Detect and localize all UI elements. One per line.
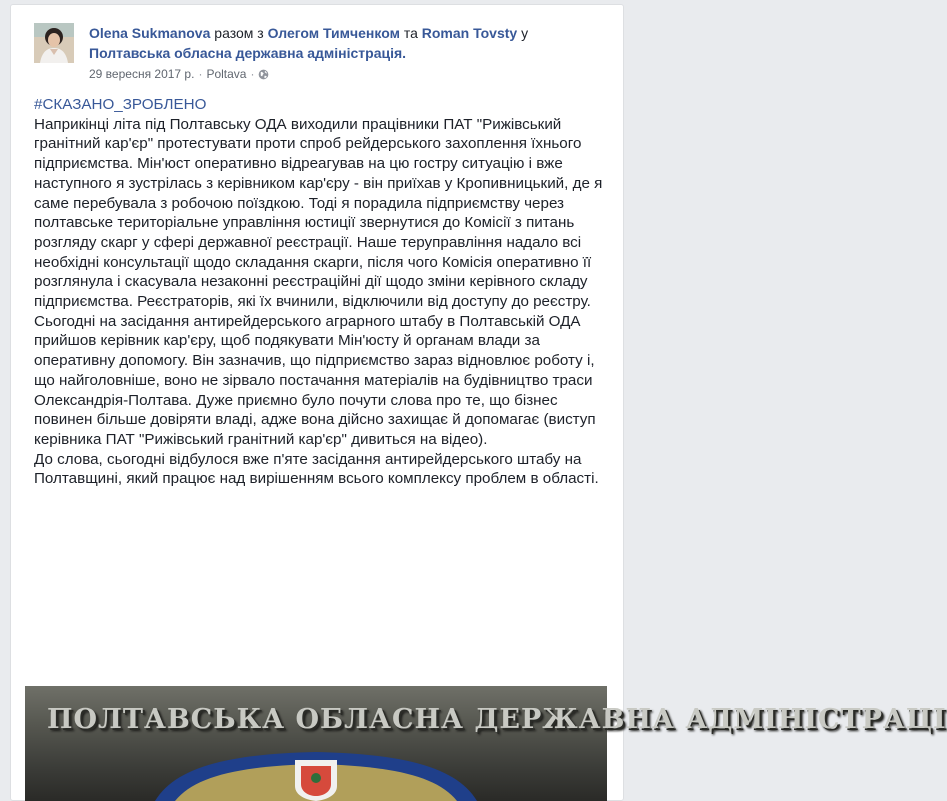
tagged-user-2-link[interactable]: Roman Tovsty	[421, 25, 518, 41]
at-text: у	[521, 25, 529, 41]
tagged-user-1-link[interactable]: Олегом Тимченком	[267, 25, 400, 41]
post-title	[89, 23, 589, 63]
globe-icon[interactable]	[258, 69, 269, 80]
post-place-link[interactable]: Poltava	[206, 67, 247, 81]
meta-separator-2: ·	[250, 67, 255, 81]
post-paragraph-2: Сьогодні на засідання антирейдерського аграрного штабу в Полтавській ОДА прийшов керівник кар'єру, щоб подякувати Мін'юсту й органам влади за оперативну допомогу. Він зазначив, що підприємство зараз відновлює роботу і, що найголовніше, воно не зірвало постачання матеріалів на будівництво траси Олександрія-Полтава. Дуже приємно було почути слова про те, що бізнес повинен більше довіряти владі, адже вона дійсно захищає й допомагає (виступ керівника ПАТ "Рижівський гранітний кар'єр" дивиться на відео).	[34, 312, 596, 448]
post-meta	[89, 67, 269, 81]
post-card	[10, 4, 947, 801]
with-text: разом з	[214, 25, 264, 41]
post-photo[interactable]	[25, 686, 947, 801]
post-text	[34, 95, 604, 489]
location-page-link[interactable]: Полтавська обласна державна адміністрація.	[89, 45, 407, 61]
and-text: та	[403, 25, 418, 41]
coat-of-arms-icon	[25, 686, 607, 801]
meta-separator: ·	[198, 67, 203, 81]
post-paragraph-1: Наприкінці літа під Полтавську ОДА виходили працівники ПАТ "Рижівський гранітний кар'єр" протестувати проти спроб рейдерського захоплення їхнього підприємства. Мін'юст оперативно відреагував на цю гостру ситуацію і вже наступного я зустрілась з керівником кар'єру - він приїхав у Кропивницький, де я саме перебувала з робочою поїздкою. Тоді я порадила підприємству через полтавське територіальне управління юстиції звернутися до Комісії з питань розгляду скарг у сфері державної реєстрації. Наше теруправління надало всі необхідні консультації щодо складання скарги, після чого Комісія оперативно її розглянула і скасувала незаконні реєстраційні дії щодо зміни керівного складу підприємства. Реєстраторів, які їх вчинили, відключили від доступу до реєстру.	[34, 115, 603, 311]
post-date-link[interactable]: 29 вересня 2017 р.	[89, 67, 195, 81]
hashtag-link[interactable]: #СКАЗАНО_ЗРОБЛЕНО	[34, 96, 207, 113]
avatar-image	[34, 23, 74, 63]
photo-sign-text: ПОЛТАВСЬКА ОБЛАСНА ДЕРЖАВНА АДМІНІСТРАЦІ	[47, 704, 947, 735]
author-avatar[interactable]	[34, 23, 74, 63]
post-paragraph-3: До слова, сьогодні відбулося вже п'яте засідання антирейдерського штабу на Полтавщині, який працює над вирішенням всього комплексу проблем в області.	[34, 450, 599, 488]
author-link[interactable]: Olena Sukmanova	[89, 25, 211, 41]
